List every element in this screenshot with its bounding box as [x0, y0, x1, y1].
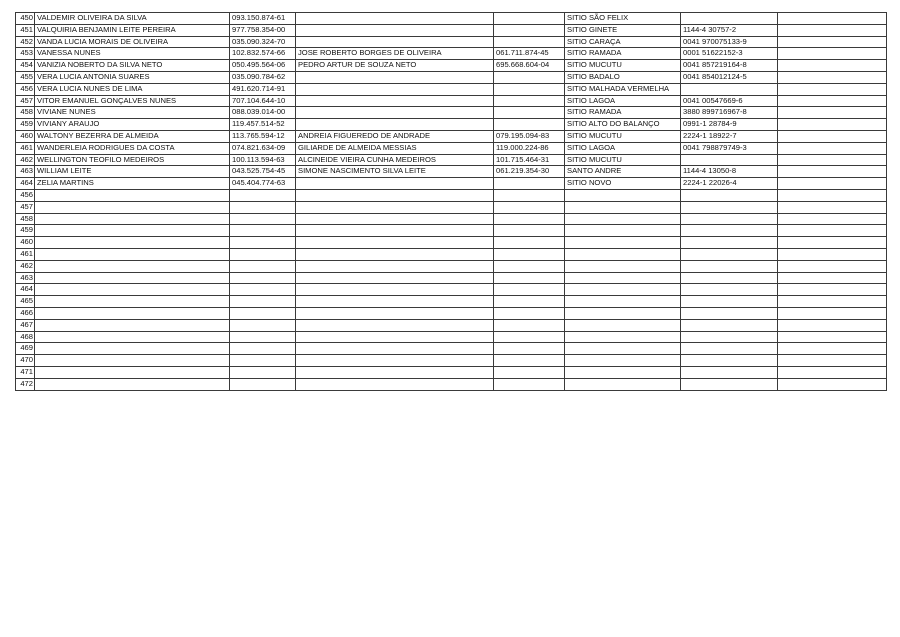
notes-cell [778, 83, 887, 95]
row-number-cell: 460 [16, 130, 35, 142]
locality-cell: SITIO CARAÇA [565, 36, 681, 48]
spouse-cpf-cell [494, 24, 565, 36]
cpf-cell: 707.104.644-10 [230, 95, 296, 107]
locality-cell [565, 225, 681, 237]
beneficiary-name-cell [35, 331, 230, 343]
beneficiary-name-cell: WILLIAM LEITE [35, 166, 230, 178]
row-number-cell: 463 [16, 272, 35, 284]
beneficiary-name-cell: VERA LUCIA NUNES DE LIMA [35, 83, 230, 95]
spouse-cpf-cell [494, 260, 565, 272]
beneficiary-name-cell: ZELIA MARTINS [35, 178, 230, 190]
table-row [16, 83, 887, 95]
cpf-cell [230, 307, 296, 319]
spouse-name-cell [296, 83, 494, 95]
spouse-cpf-cell [494, 319, 565, 331]
locality-cell [565, 189, 681, 201]
table-row [16, 24, 887, 36]
account-cell: 0041 798879749-3 [681, 142, 778, 154]
account-cell [681, 213, 778, 225]
notes-cell [778, 142, 887, 154]
cpf-cell: 119.457.514-52 [230, 119, 296, 131]
spouse-name-cell [296, 307, 494, 319]
cpf-cell [230, 378, 296, 390]
notes-cell [778, 107, 887, 119]
account-cell [681, 331, 778, 343]
account-cell [681, 343, 778, 355]
account-cell [681, 260, 778, 272]
locality-cell [565, 378, 681, 390]
notes-cell [778, 272, 887, 284]
cpf-cell [230, 366, 296, 378]
spouse-name-cell: PEDRO ARTUR DE SOUZA NETO [296, 60, 494, 72]
account-cell [681, 284, 778, 296]
account-cell [681, 13, 778, 25]
table-row [16, 331, 887, 343]
account-cell [681, 355, 778, 367]
cpf-cell [230, 272, 296, 284]
notes-cell [778, 307, 887, 319]
beneficiary-name-cell [35, 201, 230, 213]
locality-cell: SITIO MUCUTU [565, 60, 681, 72]
notes-cell [778, 95, 887, 107]
locality-cell: SITIO LAGOA [565, 95, 681, 107]
spouse-name-cell [296, 248, 494, 260]
table-row [16, 60, 887, 72]
cpf-cell [230, 284, 296, 296]
table-row [16, 130, 887, 142]
notes-cell [778, 213, 887, 225]
beneficiary-name-cell: VIVIANE NUNES [35, 107, 230, 119]
spouse-name-cell: SIMONE NASCIMENTO SILVA LEITE [296, 166, 494, 178]
table-row [16, 307, 887, 319]
notes-cell [778, 154, 887, 166]
table-row [16, 71, 887, 83]
spouse-cpf-cell [494, 237, 565, 249]
row-number-cell: 454 [16, 60, 35, 72]
account-cell: 1144-4 13050-8 [681, 166, 778, 178]
beneficiary-name-cell [35, 237, 230, 249]
beneficiary-name-cell [35, 213, 230, 225]
spouse-cpf-cell [494, 355, 565, 367]
spouse-cpf-cell [494, 13, 565, 25]
beneficiary-name-cell: VANESSA NUNES [35, 48, 230, 60]
table-row [16, 201, 887, 213]
table-row [16, 107, 887, 119]
account-cell [681, 154, 778, 166]
spouse-name-cell [296, 119, 494, 131]
locality-cell [565, 201, 681, 213]
table-row [16, 142, 887, 154]
row-number-cell: 455 [16, 71, 35, 83]
locality-cell: SITIO LAGOA [565, 142, 681, 154]
spouse-cpf-cell [494, 189, 565, 201]
row-number-cell: 450 [16, 13, 35, 25]
spouse-cpf-cell: 061.711.874-45 [494, 48, 565, 60]
cpf-cell [230, 248, 296, 260]
spouse-name-cell: GILIARDE DE ALMEIDA MESSIAS [296, 142, 494, 154]
cpf-cell: 088.039.014-00 [230, 107, 296, 119]
spouse-name-cell [296, 260, 494, 272]
spreadsheet-body [16, 13, 887, 391]
locality-cell: SITIO SÃO FELIX [565, 13, 681, 25]
account-cell: 0041 00547669-6 [681, 95, 778, 107]
notes-cell [778, 331, 887, 343]
cpf-cell: 043.525.754-45 [230, 166, 296, 178]
row-number-cell: 460 [16, 237, 35, 249]
spouse-name-cell: ALCINEIDE VIEIRA CUNHA MEDEIROS [296, 154, 494, 166]
table-row [16, 48, 887, 60]
spouse-cpf-cell: 079.195.094-83 [494, 130, 565, 142]
table-row [16, 355, 887, 367]
locality-cell [565, 260, 681, 272]
account-cell [681, 272, 778, 284]
beneficiary-name-cell [35, 296, 230, 308]
beneficiary-name-cell [35, 284, 230, 296]
spouse-cpf-cell [494, 343, 565, 355]
table-row [16, 319, 887, 331]
notes-cell [778, 366, 887, 378]
row-number-cell: 472 [16, 378, 35, 390]
spouse-cpf-cell [494, 284, 565, 296]
row-number-cell: 466 [16, 307, 35, 319]
locality-cell [565, 296, 681, 308]
account-cell: 0041 854012124-5 [681, 71, 778, 83]
locality-cell: SITIO BADALO [565, 71, 681, 83]
locality-cell [565, 343, 681, 355]
spouse-name-cell [296, 189, 494, 201]
row-number-cell: 467 [16, 319, 35, 331]
spouse-cpf-cell [494, 378, 565, 390]
spouse-name-cell [296, 201, 494, 213]
beneficiary-name-cell: VIVIANY ARAUJO [35, 119, 230, 131]
spouse-name-cell [296, 284, 494, 296]
notes-cell [778, 48, 887, 60]
spouse-cpf-cell [494, 213, 565, 225]
account-cell [681, 225, 778, 237]
table-row [16, 296, 887, 308]
cpf-cell [230, 260, 296, 272]
locality-cell: SITIO MUCUTU [565, 130, 681, 142]
spouse-cpf-cell [494, 272, 565, 284]
notes-cell [778, 189, 887, 201]
row-number-cell: 457 [16, 201, 35, 213]
spouse-name-cell [296, 378, 494, 390]
spouse-name-cell [296, 213, 494, 225]
spouse-name-cell [296, 272, 494, 284]
notes-cell [778, 60, 887, 72]
beneficiary-name-cell [35, 307, 230, 319]
spouse-name-cell: JOSE ROBERTO BORGES DE OLIVEIRA [296, 48, 494, 60]
beneficiary-name-cell [35, 225, 230, 237]
row-number-cell: 462 [16, 260, 35, 272]
account-cell [681, 201, 778, 213]
locality-cell [565, 319, 681, 331]
beneficiary-name-cell: WANDERLEIA RODRIGUES DA COSTA [35, 142, 230, 154]
locality-cell: SITIO MALHADA VERMELHA [565, 83, 681, 95]
cpf-cell: 035.090.784-62 [230, 71, 296, 83]
spouse-cpf-cell [494, 178, 565, 190]
locality-cell [565, 248, 681, 260]
table-row [16, 366, 887, 378]
table-row [16, 225, 887, 237]
notes-cell [778, 36, 887, 48]
table-row [16, 272, 887, 284]
cpf-cell: 977.758.354-00 [230, 24, 296, 36]
row-number-cell: 471 [16, 366, 35, 378]
cpf-cell: 035.090.324-70 [230, 36, 296, 48]
notes-cell [778, 248, 887, 260]
spouse-name-cell [296, 178, 494, 190]
spouse-name-cell [296, 225, 494, 237]
cpf-cell [230, 319, 296, 331]
table-row [16, 166, 887, 178]
spouse-cpf-cell [494, 366, 565, 378]
spouse-name-cell [296, 331, 494, 343]
locality-cell: SANTO ANDRE [565, 166, 681, 178]
cpf-cell [230, 296, 296, 308]
account-cell [681, 366, 778, 378]
spouse-cpf-cell [494, 225, 565, 237]
account-cell: 0041 970075133-9 [681, 36, 778, 48]
locality-cell: SITIO GINETE [565, 24, 681, 36]
table-row [16, 378, 887, 390]
locality-cell [565, 272, 681, 284]
row-number-cell: 458 [16, 107, 35, 119]
notes-cell [778, 166, 887, 178]
account-cell: 1144-4 30757-2 [681, 24, 778, 36]
spouse-name-cell [296, 355, 494, 367]
locality-cell [565, 307, 681, 319]
spouse-cpf-cell [494, 71, 565, 83]
row-number-cell: 461 [16, 142, 35, 154]
locality-cell [565, 284, 681, 296]
spouse-cpf-cell: 695.668.604-04 [494, 60, 565, 72]
cpf-cell [230, 237, 296, 249]
locality-cell: SITIO NOVO [565, 178, 681, 190]
table-row [16, 154, 887, 166]
cpf-cell: 074.821.634-09 [230, 142, 296, 154]
locality-cell: SITIO MUCUTU [565, 154, 681, 166]
beneficiary-name-cell [35, 189, 230, 201]
row-number-cell: 461 [16, 248, 35, 260]
notes-cell [778, 119, 887, 131]
spouse-name-cell [296, 343, 494, 355]
beneficiary-name-cell [35, 319, 230, 331]
spouse-cpf-cell [494, 296, 565, 308]
row-number-cell: 452 [16, 36, 35, 48]
spouse-cpf-cell [494, 201, 565, 213]
row-number-cell: 462 [16, 154, 35, 166]
notes-cell [778, 284, 887, 296]
cpf-cell [230, 201, 296, 213]
row-number-cell: 456 [16, 83, 35, 95]
table-row [16, 237, 887, 249]
row-number-cell: 463 [16, 166, 35, 178]
account-cell [681, 248, 778, 260]
beneficiary-name-cell: VITOR EMANUEL GONÇALVES NUNES [35, 95, 230, 107]
spouse-name-cell [296, 366, 494, 378]
beneficiary-name-cell: VANIZIA NOBERTO DA SILVA NETO [35, 60, 230, 72]
spouse-cpf-cell [494, 331, 565, 343]
beneficiary-name-cell [35, 260, 230, 272]
cpf-cell [230, 331, 296, 343]
cpf-cell: 102.832.574-66 [230, 48, 296, 60]
table-row [16, 178, 887, 190]
spouse-cpf-cell [494, 36, 565, 48]
beneficiary-name-cell [35, 378, 230, 390]
account-cell: 0991-1 28784-9 [681, 119, 778, 131]
notes-cell [778, 296, 887, 308]
spouse-name-cell [296, 13, 494, 25]
row-number-cell: 468 [16, 331, 35, 343]
notes-cell [778, 237, 887, 249]
notes-cell [778, 13, 887, 25]
row-number-cell: 464 [16, 178, 35, 190]
notes-cell [778, 260, 887, 272]
account-cell [681, 237, 778, 249]
table-row [16, 343, 887, 355]
beneficiary-name-cell [35, 272, 230, 284]
locality-cell [565, 213, 681, 225]
spouse-name-cell [296, 36, 494, 48]
spouse-cpf-cell: 061.219.354-30 [494, 166, 565, 178]
beneficiary-name-cell [35, 366, 230, 378]
locality-cell [565, 366, 681, 378]
row-number-cell: 459 [16, 225, 35, 237]
notes-cell [778, 343, 887, 355]
cpf-cell: 491.620.714-91 [230, 83, 296, 95]
table-row [16, 119, 887, 131]
row-number-cell: 469 [16, 343, 35, 355]
spouse-cpf-cell [494, 307, 565, 319]
spouse-name-cell [296, 296, 494, 308]
beneficiary-name-cell: WELLINGTON TEOFILO MEDEIROS [35, 154, 230, 166]
account-cell [681, 307, 778, 319]
notes-cell [778, 71, 887, 83]
beneficiary-spreadsheet [15, 12, 887, 391]
cpf-cell: 093.150.874-61 [230, 13, 296, 25]
account-cell [681, 378, 778, 390]
spouse-name-cell [296, 319, 494, 331]
spouse-name-cell [296, 24, 494, 36]
table-row [16, 95, 887, 107]
account-cell [681, 83, 778, 95]
table-row [16, 36, 887, 48]
cpf-cell [230, 213, 296, 225]
table-row [16, 284, 887, 296]
locality-cell: SITIO RAMADA [565, 48, 681, 60]
spouse-cpf-cell: 101.715.464-31 [494, 154, 565, 166]
notes-cell [778, 319, 887, 331]
notes-cell [778, 201, 887, 213]
row-number-cell: 456 [16, 189, 35, 201]
notes-cell [778, 130, 887, 142]
account-cell: 0041 857219164-8 [681, 60, 778, 72]
cpf-cell: 100.113.594-63 [230, 154, 296, 166]
cpf-cell [230, 189, 296, 201]
notes-cell [778, 24, 887, 36]
spouse-name-cell [296, 107, 494, 119]
account-cell: 2224-1 18922-7 [681, 130, 778, 142]
cpf-cell [230, 343, 296, 355]
locality-cell [565, 331, 681, 343]
cpf-cell: 050.495.564-06 [230, 60, 296, 72]
account-cell [681, 296, 778, 308]
beneficiary-name-cell [35, 343, 230, 355]
notes-cell [778, 225, 887, 237]
row-number-cell: 458 [16, 213, 35, 225]
spouse-cpf-cell [494, 83, 565, 95]
spouse-cpf-cell [494, 107, 565, 119]
row-number-cell: 457 [16, 95, 35, 107]
locality-cell [565, 237, 681, 249]
cpf-cell: 045.404.774-63 [230, 178, 296, 190]
spouse-name-cell [296, 95, 494, 107]
locality-cell: SITIO RAMADA [565, 107, 681, 119]
beneficiary-name-cell: VERA LUCIA ANTONIA SUARES [35, 71, 230, 83]
table-row [16, 13, 887, 25]
row-number-cell: 464 [16, 284, 35, 296]
account-cell: 3880 899716967-8 [681, 107, 778, 119]
account-cell: 0001 51622152-3 [681, 48, 778, 60]
account-cell: 2224-1 22026-4 [681, 178, 778, 190]
spouse-name-cell: ANDREIA FIGUEREDO DE ANDRADE [296, 130, 494, 142]
beneficiary-name-cell: VANDA LUCIA MORAIS DE OLIVEIRA [35, 36, 230, 48]
spouse-name-cell [296, 71, 494, 83]
cpf-cell [230, 355, 296, 367]
notes-cell [778, 355, 887, 367]
beneficiary-name-cell [35, 355, 230, 367]
cpf-cell [230, 225, 296, 237]
beneficiary-name-cell [35, 248, 230, 260]
locality-cell [565, 355, 681, 367]
table-row [16, 213, 887, 225]
spouse-cpf-cell [494, 119, 565, 131]
spouse-cpf-cell [494, 95, 565, 107]
notes-cell [778, 178, 887, 190]
account-cell [681, 189, 778, 201]
row-number-cell: 459 [16, 119, 35, 131]
spouse-cpf-cell: 119.000.224-86 [494, 142, 565, 154]
table-row [16, 260, 887, 272]
spouse-name-cell [296, 237, 494, 249]
beneficiary-name-cell: VALDEMIR OLIVEIRA DA SILVA [35, 13, 230, 25]
notes-cell [778, 378, 887, 390]
row-number-cell: 470 [16, 355, 35, 367]
spouse-cpf-cell [494, 248, 565, 260]
table-row [16, 248, 887, 260]
table-row [16, 189, 887, 201]
row-number-cell: 453 [16, 48, 35, 60]
account-cell [681, 319, 778, 331]
beneficiary-name-cell: WALTONY BEZERRA DE ALMEIDA [35, 130, 230, 142]
cpf-cell: 113.765.594-12 [230, 130, 296, 142]
beneficiary-name-cell: VALQUIRIA BENJAMIN LEITE PEREIRA [35, 24, 230, 36]
locality-cell: SITIO ALTO DO BALANÇO [565, 119, 681, 131]
row-number-cell: 451 [16, 24, 35, 36]
row-number-cell: 465 [16, 296, 35, 308]
